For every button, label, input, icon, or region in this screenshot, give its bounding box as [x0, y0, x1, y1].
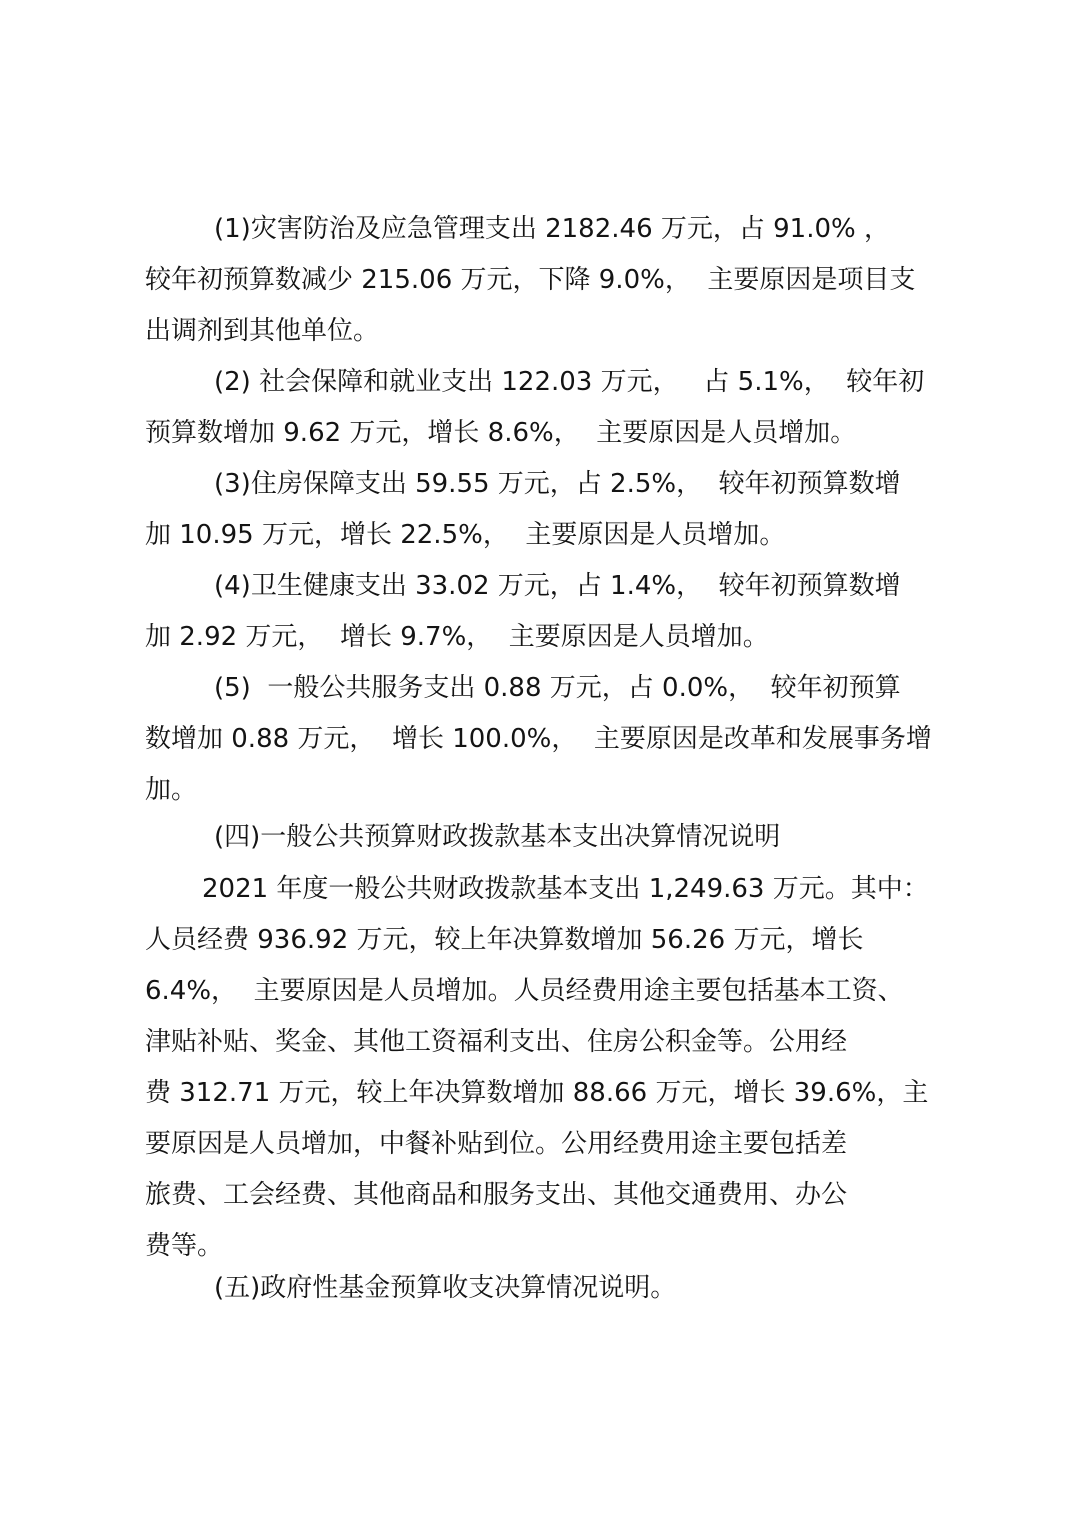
paragraph-line: 加 2.92 万元， 增长 9.7%， 主要原因是人员增加。: [145, 622, 769, 652]
paragraph-line: 费 312.71 万元，较上年决算数增加 88.66 万元，增长 39.6%，主: [145, 1078, 929, 1108]
paragraph-line: 数增加 0.88 万元， 增长 100.0%， 主要原因是改革和发展事务增: [145, 724, 932, 754]
paragraph-line: 加 10.95 万元，增长 22.5%， 主要原因是人员增加。: [145, 520, 786, 550]
paragraph-line: 费等。: [145, 1231, 224, 1261]
section-heading: (四)一般公共预算财政拨款基本支出决算情况说明: [214, 822, 781, 852]
paragraph-line: (5) 一般公共服务支出 0.88 万元，占 0.0%， 较年初预算: [214, 673, 901, 703]
paragraph-line: 人员经费 936.92 万元，较上年决算数增加 56.26 万元，增长: [145, 925, 864, 955]
paragraph-line: 较年初预算数减少 215.06 万元，下降 9.0%， 主要原因是项目支: [145, 265, 916, 295]
paragraph-line: 要原因是人员增加，中餐补贴到位。公用经费用途主要包括差: [145, 1129, 848, 1159]
paragraph-line: 旅费、工会经费、其他商品和服务支出、其他交通费用、办公: [145, 1180, 848, 1210]
paragraph-line: 预算数增加 9.62 万元，增长 8.6%， 主要原因是人员增加。: [145, 418, 857, 448]
section-heading: (五)政府性基金预算收支决算情况说明。: [214, 1273, 677, 1303]
paragraph-line: (4)卫生健康支出 33.02 万元，占 1.4%， 较年初预算数增: [214, 571, 901, 601]
paragraph-line: (3)住房保障支出 59.55 万元，占 2.5%， 较年初预算数增: [214, 469, 901, 499]
paragraph-line: (1)灾害防治及应急管理支出 2182.46 万元，占 91.0% ，: [214, 214, 891, 244]
paragraph-line: (2) 社会保障和就业支出 122.03 万元， 占 5.1%， 较年初: [214, 367, 925, 397]
paragraph-line: 6.4%， 主要原因是人员增加。人员经费用途主要包括基本工资、: [145, 976, 904, 1006]
paragraph-line: 出调剂到其他单位。: [145, 316, 380, 346]
paragraph-line: 津贴补贴、奖金、其他工资福利支出、住房公积金等。公用经: [145, 1027, 848, 1057]
paragraph-line: 加。: [145, 775, 198, 805]
paragraph-line: 2021 年度一般公共财政拨款基本支出 1,249.63 万元。其中：: [202, 874, 929, 904]
